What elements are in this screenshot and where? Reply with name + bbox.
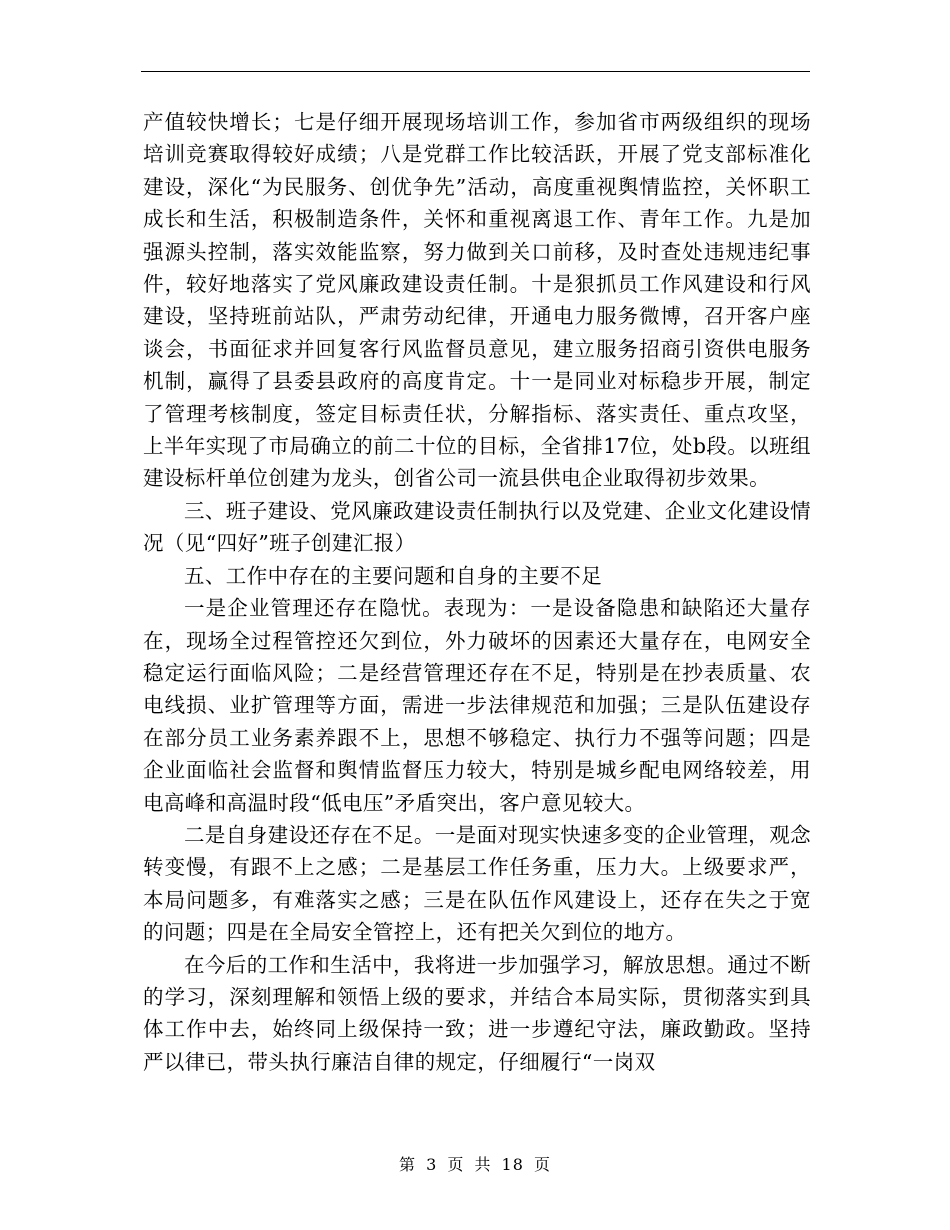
paragraph-3: 五、工作中存在的主要问题和自身的主要不足 — [184, 563, 602, 588]
paragraph-1: 产值较快增长；七是仔细开展现场培训工作，参加省市两级组织的现场培训竞赛取得较好成绩；八是党群工作比较活跃，开展了党支部标准化建设，深化“为民服务、创优争先”活动，高度重视舆情监控，关怀职工成长和生活，积极制造条件，关怀和重视离退工作、青年工作。九是加强源头控制，落实效能监察，努力做到关口前移，及时查处违规违纪事件，较好地落实了党风廉政建设责任制。十是狠抓员工作风建设和行风建设，坚持班前站队，严肃劳动纪律，开通电力服务微博，召开客户座谈会，书面征求并回复客行风监督员意见，建立服务招商引资供电服务机制，赢得了县委县政府的高度肯定。十一是同业对标稳步开展，制定了管理考核制度，签定目标责任状，分解指标、落实责任、重点攻坚，上半年实现了市局确立的前二十位的目标，全省排17位，处b段。以班组建设标杆单位创建为龙头，创省公司一流县供电企业取得初步效果。 — [143, 110, 811, 491]
page-number: 第 3 页 共 18 页 — [399, 1155, 551, 1174]
paragraph-6: 在今后的工作和生活中，我将进一步加强学习，解放思想。通过不断的学习，深刻理解和领悟上级的要求，并结合本局实际，贯彻落实到具体工作中去，始终同上级保持一致；进一步遵纪守法，廉政勤政。坚持严以律已，带头执行廉洁自律的规定，仔细履行“一岗双 — [143, 952, 811, 1074]
document-body — [143, 106, 811, 1078]
paragraph-2: 三、班子建设、党风廉政建设责任制执行以及党建、企业文化建设情况（见“四好”班子创建汇报） — [143, 498, 811, 556]
header-rule — [141, 71, 810, 72]
paragraph-4: 一是企业管理还存在隐忧。表现为：一是设备隐患和缺陷还大量存在，现场全过程管控还欠到位，外力破坏的因素还大量存在，电网安全稳定运行面临风险；二是经营管理还存在不足，特别是在抄表质量、农电线损、业扩管理等方面，需进一步法律规范和加强；三是队伍建设存在部分员工业务素养跟不上，思想不够稳定、执行力不强等问题；四是企业面临社会监督和舆情监督压力较大，特别是城乡配电网络较差，用电高峰和高温时段“低电压”矛盾突出，客户意见较大。 — [143, 596, 811, 815]
paragraph-5: 二是自身建设还存在不足。一是面对现实快速多变的企业管理，观念转变慢，有跟不上之感；二是基层工作任务重，压力大。上级要求严，本局问题多，有难落实之感；三是在队伍作风建设上，还存在失之于宽的问题；四是在全局安全管控上，还有把关欠到位的地方。 — [143, 822, 811, 945]
